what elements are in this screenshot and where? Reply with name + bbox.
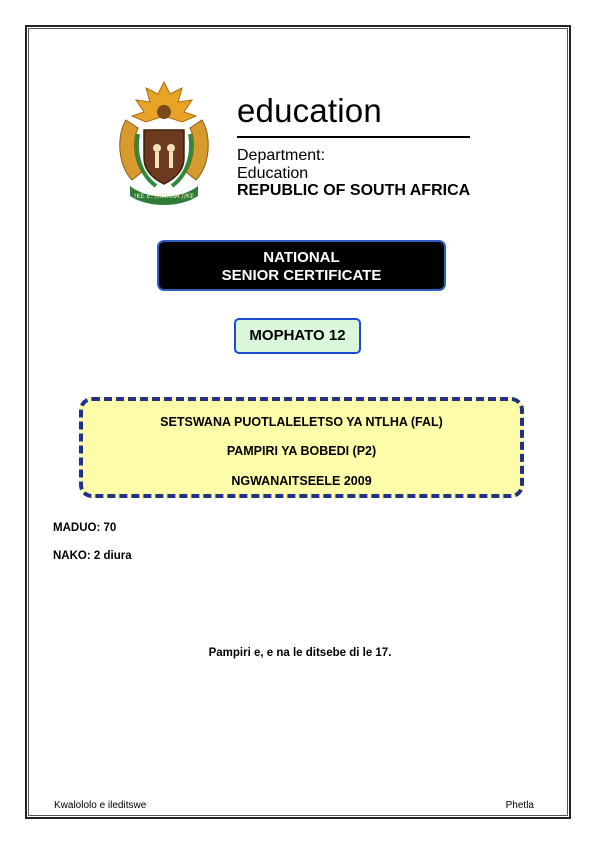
- footer-copyright: Kwalololo e ileditswe: [54, 800, 147, 811]
- page-count-note: Pampiri e, e na le ditsebe di le 17.: [208, 647, 392, 659]
- exam-duration: NAKO: 2 diura: [53, 550, 132, 562]
- logo-wordmark: education: [237, 92, 382, 129]
- department-name: Education: [237, 165, 309, 182]
- exam-session: NGWANAITSEELE 2009: [231, 474, 372, 488]
- country-name: REPUBLIC OF SOUTH AFRICA: [237, 182, 471, 199]
- certificate-banner: [157, 240, 446, 291]
- coat-of-arms-icon: [112, 76, 216, 206]
- grade-badge: MOPHATO 12: [234, 318, 361, 354]
- department-logo: [98, 58, 498, 218]
- subject-title: SETSWANA PUOTLALELETSO YA NTLHA (FAL): [160, 415, 443, 429]
- footer-turn-over: Phetla: [505, 800, 534, 811]
- certificate-line-1: NATIONAL: [263, 249, 340, 266]
- paper-number: PAMPIRI YA BOBEDI (P2): [226, 444, 377, 458]
- logo-rule: [237, 136, 470, 138]
- crest-motto: !KE E: /XARRA //KE: [133, 192, 195, 200]
- total-marks: MADUO: 70: [53, 522, 117, 534]
- subject-panel: [79, 397, 524, 498]
- department-label: Department:: [237, 147, 326, 164]
- certificate-line-2: SENIOR CERTIFICATE: [221, 267, 382, 284]
